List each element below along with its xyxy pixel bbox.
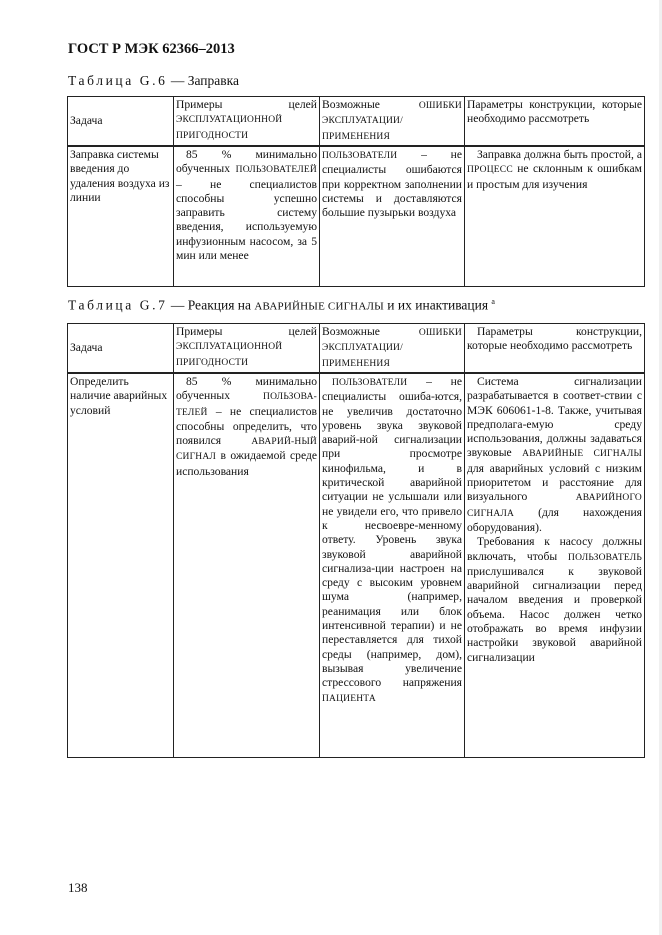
table-g7 — [67, 323, 645, 758]
table-g7-header-row — [68, 324, 645, 374]
table-row — [68, 373, 645, 757]
cell-errors: ПОЛЬЗОВАТЕЛИ – не специалисты ошиба-ются, не увеличив достаточно уровень звука звуковой аварий-ной сигнализации при просмотре кинофильма, и в критической аварийной ситуации не услышали или не увидели его, что привело к несвоевре-менному ответу. Уровень звука звуковой аварийной сигнализа-ции настроен на среду с высоким уровнем шума (например, реанимация или блок интенсивной терапии) и не переставляется для тихой среды (например, дом), вызывая увеличение стрессового напряжения ПАЦИЕНТА — [320, 373, 465, 757]
cell-task: Определить наличие аварийных условий — [68, 373, 174, 757]
cell-params: Заправка должна быть простой, а ПРОЦЕСС не склонным к ошибкам и простым для изучения — [465, 146, 645, 286]
table-g6-number: Таблица G.6 — [68, 73, 168, 88]
table-g6 — [67, 96, 645, 287]
cell-params — [465, 373, 645, 757]
header-params: Параметры конструкции, которые необходимо рассмотреть — [465, 324, 645, 374]
table-g6-caption — [68, 73, 239, 89]
document-header: ГОСТ Р МЭК 62366–2013 — [68, 41, 235, 57]
cell-task: Заправка системы введения до удаления воздуха из линии — [68, 146, 174, 286]
table-g7-number: Таблица G.7 — [68, 297, 168, 313]
header-examples: Примеры целей ЭКСПЛУАТАЦИОННОЙ ПРИГОДНОСТИ — [174, 97, 320, 147]
header-errors: Возможные ОШИБКИ ЭКСПЛУАТАЦИИ/ ПРИМЕНЕНИЯ — [320, 97, 465, 147]
params-paragraph-2: Требования к насосу должны включать, чтобы ПОЛЬЗОВАТЕЛЬ прислушивался к звуковой аварийной сигнализации перед началом введения и проверкой объема. Насос должен четко отображать во время инфузии настройки звуковой аварийной сигнализации — [467, 535, 642, 664]
cell-errors: ПОЛЬЗОВАТЕЛИ – не специалисты ошибаются при корректном заполнении системы и доставляются большие пузырьки воздуха — [320, 146, 465, 286]
page-number: 138 — [68, 880, 88, 895]
header-params: Параметры конструкции, которые необходимо рассмотреть — [465, 97, 645, 147]
table-g6-title: — Заправка — [167, 73, 239, 88]
header-errors: Возможные ОШИБКИ ЭКСПЛУАТАЦИИ/ ПРИМЕНЕНИЯ — [320, 324, 465, 374]
cell-examples: 85 % минимально обученных ПОЛЬЗОВАТЕЛЕЙ – не специалистов способны успешно заправить систему введения, используемую инфузионным насосом, за 5 мин или менее — [174, 146, 320, 286]
header-task: Задача — [68, 324, 174, 374]
cell-examples: 85 % минимально обученных ПОЛЬЗОВА-ТЕЛЕЙ – не специалистов способны определить, что появился АВАРИЙ-НЫЙ СИГНАЛ в ожидаемой среде использования — [174, 373, 320, 757]
params-paragraph-1: Система сигнализации разрабатывается в соответ-ствии с МЭК 606061-1-8. Также, учитывая предполага-емую среду использования, должны задаваться звуковые АВАРИЙНЫЕ СИГНАЛЫ для аварийных условий с низким приоритетом и расстояние для визуального АВАРИЙНОГО СИГНАЛА (для нахождения оборудования). — [467, 375, 642, 534]
header-examples: Примеры целей ЭКСПЛУАТАЦИОННОЙ ПРИГОДНОСТИ — [174, 324, 320, 374]
table-g6-header-row — [68, 97, 645, 147]
table-g7-caption: Таблица G.7 — Реакция на АВАРИЙНЫЕ СИГНАЛЫ и их инактивация $^а$ — [68, 297, 495, 313]
header-task: Задача — [68, 97, 174, 147]
table-row — [68, 146, 645, 286]
